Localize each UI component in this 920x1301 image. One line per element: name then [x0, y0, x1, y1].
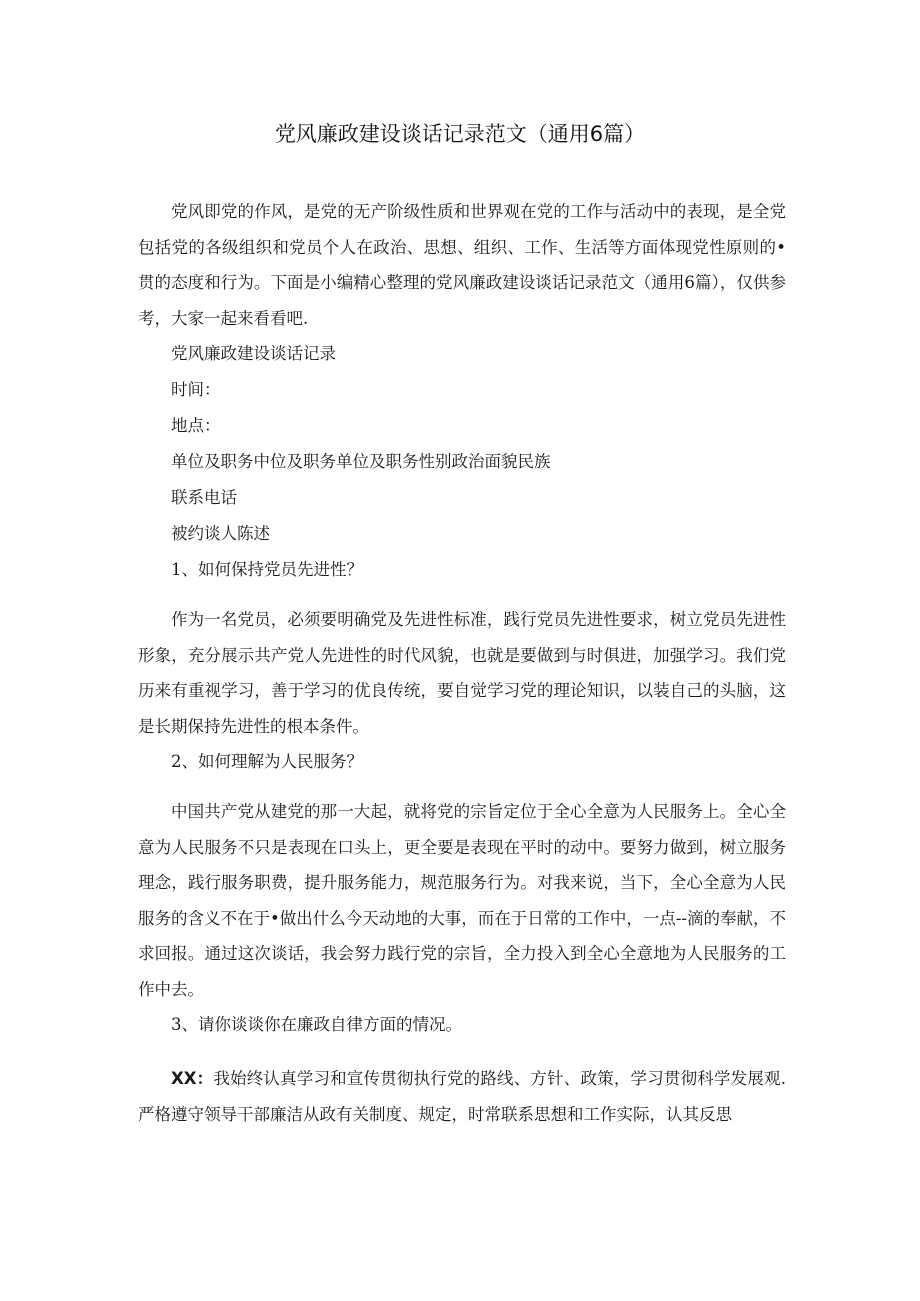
time-label: 时间： — [171, 380, 221, 399]
place-label: 地点： — [171, 416, 221, 435]
question-2: 2、如何理解为人民服务？ — [171, 752, 363, 771]
answer-3-text: 我始终认真学习和宣传贯彻执行党的路线、方针、政策，学习贯彻科学发展观.严格遵守领导干部廉洁从政有关制度、规定，时常联系思想和工作实际，认其反思 — [138, 1069, 786, 1124]
question-3: 3、请你谈谈你在廉政自律方面的情况。 — [171, 1015, 462, 1034]
answer-1: 作为一名党员，必须要明确党及先进性标准，践行党员先进性要求，树立党员先进性形象，充分展示共产党人先进性的时代风貌，也就是要做到与时俱进，加强学习。我们党历来有重视学习，善于学习的优良传统，要自觉学习党的理论知识，以装自己的头脑，这是长期保持先进性的根本条件。 — [138, 610, 786, 736]
question-1: 1、如何保持党员先进性？ — [171, 560, 363, 579]
record-title: 党风廉政建设谈话记录 — [171, 344, 336, 363]
document-title: 党风廉政建设谈话记录范文（通用6篇） — [274, 122, 646, 146]
document-body — [138, 194, 786, 1132]
fields-line: 单位及职务中位及职务单位及职务性别政治面貌民族 — [171, 452, 551, 471]
intro-paragraph: 党风即党的作风，是党的无产阶级性质和世界观在党的工作与活动中的表现，是全党包括党的各级组织和党员个人在政治、思想、组织、工作、生活等方面体现党性原则的•贯的态度和行为。下面是小编精心整理的党风廉政建设谈话记录范文（通用6篇），仅供参考，大家一起来看看吧. — [138, 202, 786, 328]
statement-label: 被约谈人陈述 — [171, 524, 270, 543]
answer-3 — [138, 1061, 786, 1132]
phone-label: 联系电话 — [171, 488, 237, 507]
answer-3-speaker: XX： — [171, 1069, 214, 1088]
answer-2: 中国共产党从建党的那一大起，就将党的宗旨定位于全心全意为人民服务上。全心全意为人民服务不只是表现在口头上，更全要是表现在平时的动中。要努力做到，树立服务理念，践行服务职费，提升服务能力，规范服务行为。对我来说，当下，全心全意为人民服务的含义不在于•做出什么今天动地的大事，而在于日常的工作中，一点--滴的奉献，不求回报。通过这次谈话，我会努力践行党的宗旨，全力投入到全心全意地为人民服务的工作中去。 — [138, 802, 786, 999]
